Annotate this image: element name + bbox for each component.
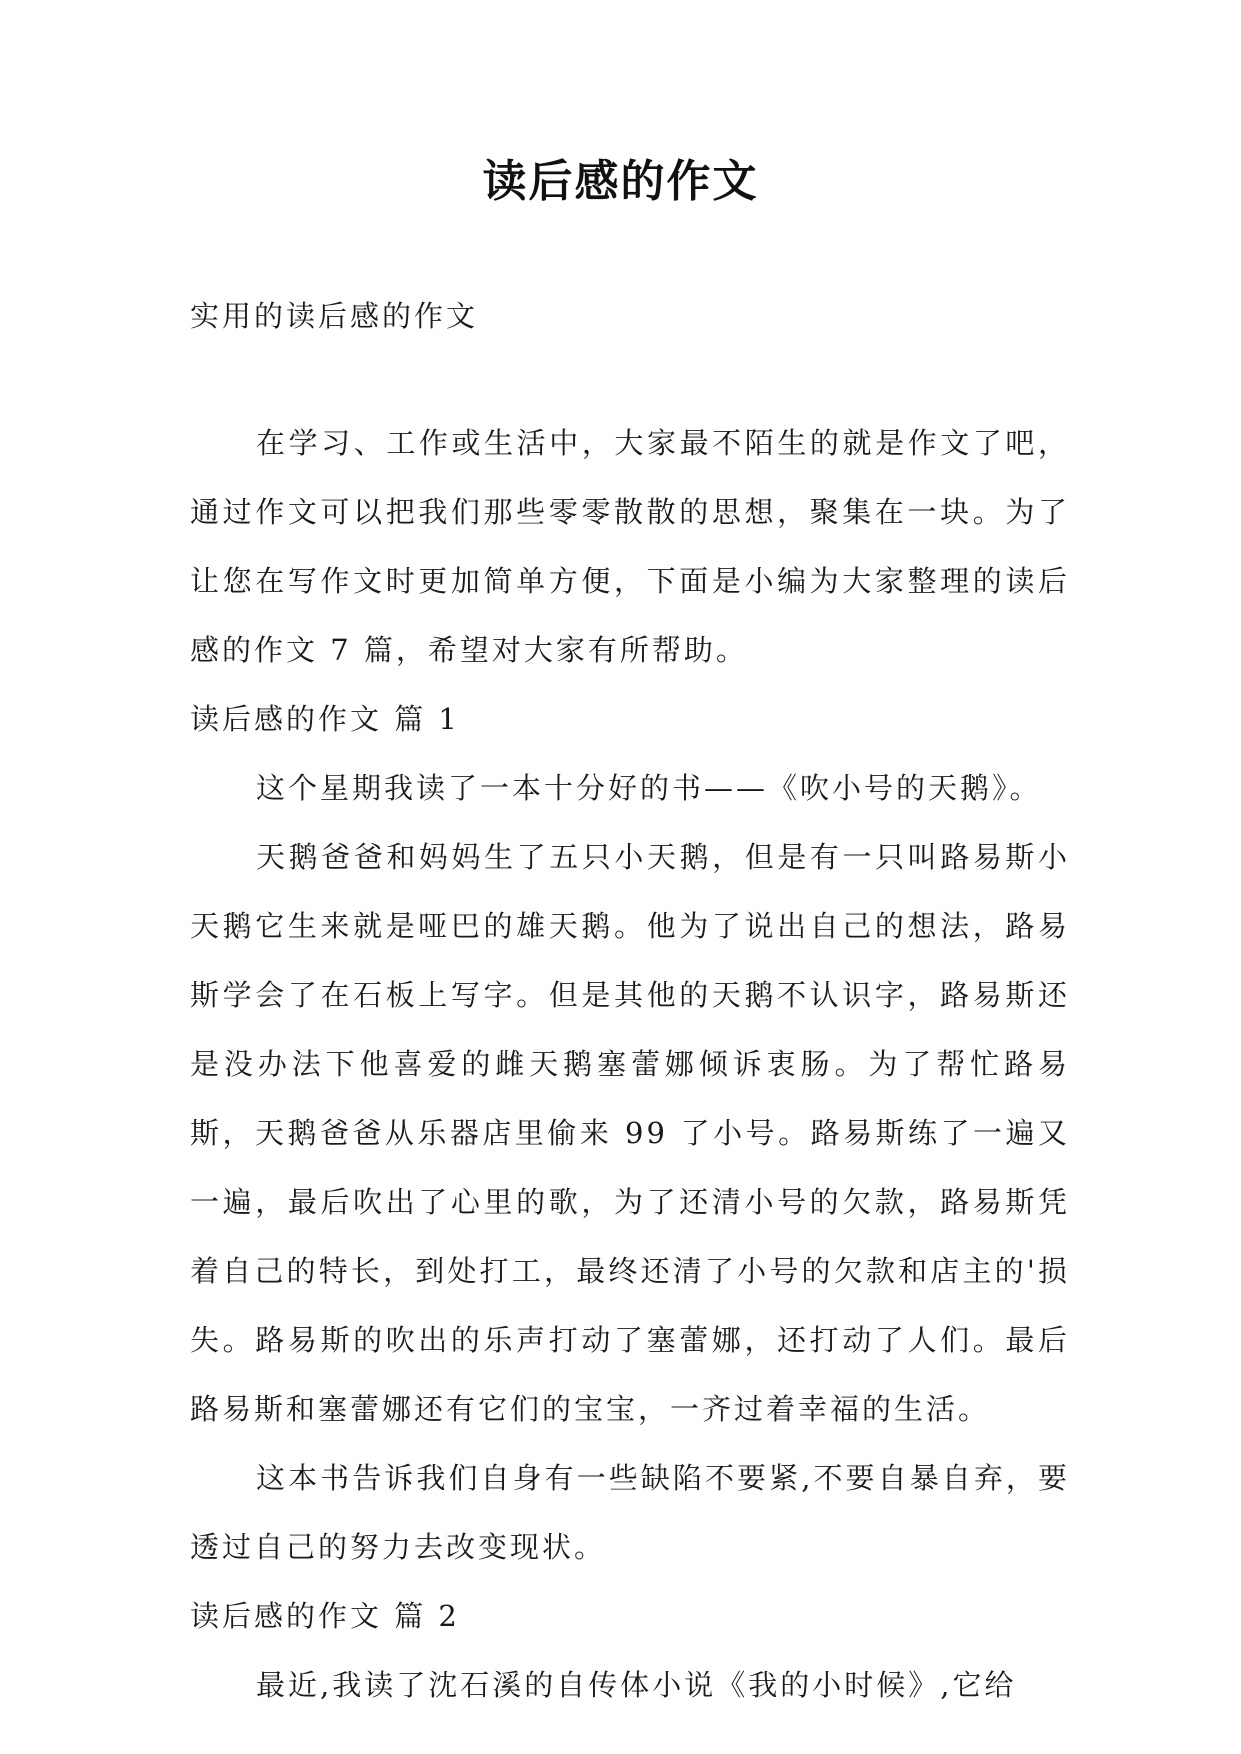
section-1-paragraph-1: 这个星期我读了一本十分好的书——《吹小号的天鹅》。 xyxy=(256,771,1042,805)
section-1-paragraph-3: 这本书告诉我们自身有一些缺陷不要紧,不要自暴自弃，要透过自己的努力去改变现状。 xyxy=(190,1461,1070,1564)
section-1-heading: 读后感的作文 篇 1 xyxy=(190,702,460,736)
document-title: 读后感的作文 xyxy=(482,156,759,207)
section-2-paragraph-1: 最近,我读了沈石溪的自传体小说《我的小时候》,它给 xyxy=(256,1668,1017,1702)
section-2-heading: 读后感的作文 篇 2 xyxy=(190,1599,460,1633)
intro-paragraph: 在学习、工作或生活中，大家最不陌生的就是作文了吧，通过作文可以把我们那些零零散散的思想，聚集在一块。为了让您在写作文时更加简单方便，下面是小编为大家整理的读后感的作文 7 篇，希望对大家有所帮助。 xyxy=(190,426,1070,667)
document-body xyxy=(190,409,1070,1720)
section-1-paragraph-2: 天鹅爸爸和妈妈生了五只小天鹅，但是有一只叫路易斯小天鹅它生来就是哑巴的雄天鹅。他为了说出自己的想法，路易斯学会了在石板上写字。但是其他的天鹅不认识字，路易斯还是没办法下他喜爱的雌天鹅塞蕾娜倾诉衷肠。为了帮忙路易斯，天鹅爸爸从乐器店里偷来 99 了小号。路易斯练了一遍又一遍，最后吹出了心里的歌，为了还清小号的欠款，路易斯凭着自己的特长，到处打工，最终还清了小号的欠款和店主的'损失。路易斯的吹出的乐声打动了塞蕾娜，还打动了人们。最后路易斯和塞蕾娜还有它们的宝宝，一齐过着幸福的生活。 xyxy=(190,840,1070,1426)
document-subtitle: 实用的读后感的作文 xyxy=(190,299,479,333)
